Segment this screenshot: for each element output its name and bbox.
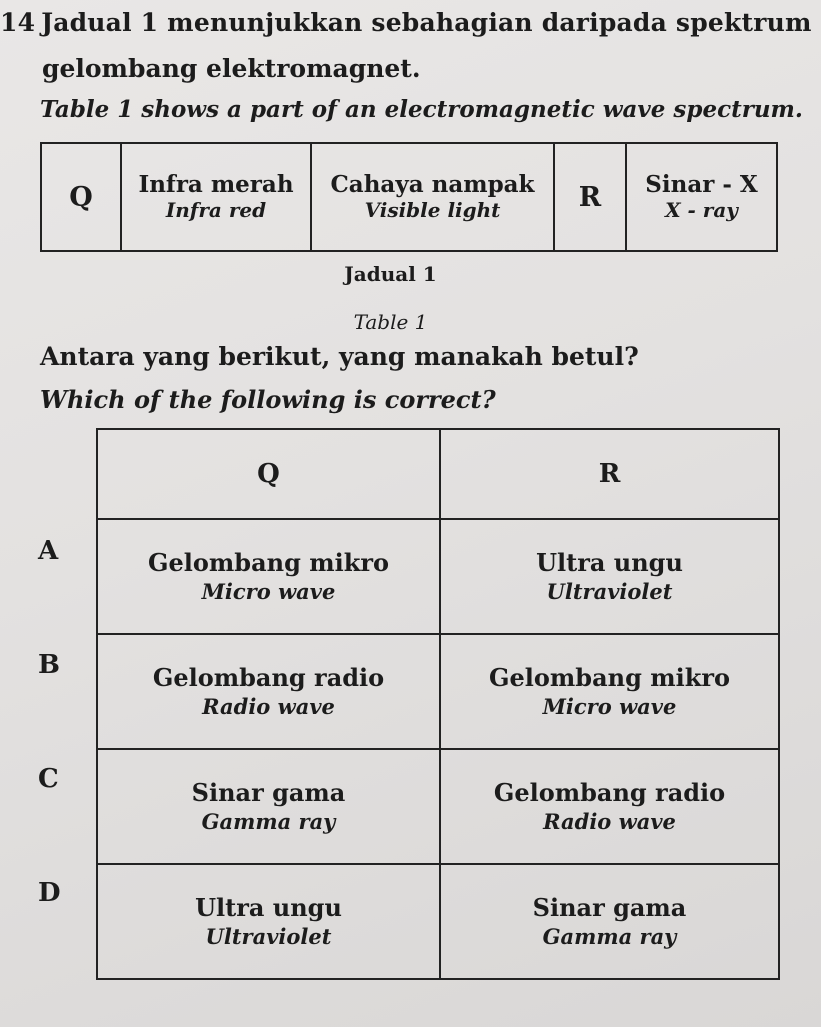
spectrum-xray-malay: Sinar - X [645, 170, 758, 198]
option-b-r-english: Micro wave [542, 693, 677, 719]
option-c-q-cell [97, 749, 440, 864]
spectrum-visible-english: Visible light [364, 198, 501, 223]
spectrum-infrared-malay: Infra merah [138, 170, 294, 198]
option-d-r-cell [440, 864, 779, 979]
option-b-q-malay: Gelombang radio [152, 662, 385, 692]
option-b-r-malay: Gelombang mikro [489, 662, 730, 692]
spectrum-cell-xray [626, 143, 777, 251]
spectrum-cell-q [41, 143, 121, 251]
question-number: 14 [0, 8, 36, 37]
option-letter-c[interactable]: C [38, 764, 59, 794]
options-table [96, 428, 780, 980]
ask-text-english: Which of the following is correct? [40, 385, 496, 414]
option-a-r-cell [440, 519, 779, 634]
table-caption-malay: Jadual 1 [344, 262, 437, 286]
spectrum-row [41, 143, 777, 251]
question-text-malay-line1: Jadual 1 menunjukkan sebahagian daripada spektrum [41, 8, 812, 37]
spectrum-label-r: R [578, 181, 602, 213]
option-a-q-malay: Gelombang mikro [148, 547, 389, 577]
spectrum-visible-malay: Cahaya nampak [330, 170, 535, 198]
table-caption-english: Table 1 [353, 310, 428, 334]
option-d-q-cell [97, 864, 440, 979]
spectrum-infrared-english: Infra red [165, 198, 267, 223]
spectrum-xray-english: X - ray [665, 198, 738, 223]
ask-text-malay: Antara yang berikut, yang manakah betul? [40, 342, 639, 371]
question-text-english: Table 1 shows a part of an electromagnetic wave spectrum. [40, 96, 803, 123]
option-d-r-english: Gamma ray [542, 923, 677, 949]
options-header-q: Q [97, 429, 440, 519]
option-d-q-malay: Ultra ungu [195, 892, 342, 922]
option-a-q-english: Micro wave [201, 578, 336, 604]
option-letter-d[interactable]: D [38, 878, 61, 908]
option-c-q-malay: Sinar gama [191, 777, 346, 807]
option-a-q-cell [97, 519, 440, 634]
spectrum-label-q: Q [69, 181, 93, 213]
options-header-r: R [440, 429, 779, 519]
option-c-q-english: Gamma ray [201, 808, 336, 834]
spectrum-table [40, 142, 778, 252]
option-c-r-malay: Gelombang radio [493, 777, 726, 807]
question-text-malay-line2: gelombang elektromagnet. [42, 54, 421, 83]
option-row-a[interactable] [97, 519, 779, 634]
option-c-r-cell [440, 749, 779, 864]
option-row-b[interactable] [97, 634, 779, 749]
option-a-r-malay: Ultra ungu [536, 547, 683, 577]
question-intro-malay [0, 10, 812, 35]
spectrum-cell-infrared [121, 143, 311, 251]
spectrum-cell-r [554, 143, 626, 251]
options-header-row [97, 429, 779, 519]
spectrum-cell-visible [311, 143, 554, 251]
option-b-q-english: Radio wave [202, 693, 335, 719]
option-row-d[interactable] [97, 864, 779, 979]
option-b-r-cell [440, 634, 779, 749]
option-a-r-english: Ultraviolet [546, 578, 673, 604]
option-letter-a[interactable]: A [38, 536, 59, 566]
option-c-r-english: Radio wave [543, 808, 676, 834]
option-b-q-cell [97, 634, 440, 749]
option-row-c[interactable] [97, 749, 779, 864]
option-letter-b[interactable]: B [38, 650, 60, 680]
option-d-r-malay: Sinar gama [532, 892, 687, 922]
option-d-q-english: Ultraviolet [205, 923, 332, 949]
